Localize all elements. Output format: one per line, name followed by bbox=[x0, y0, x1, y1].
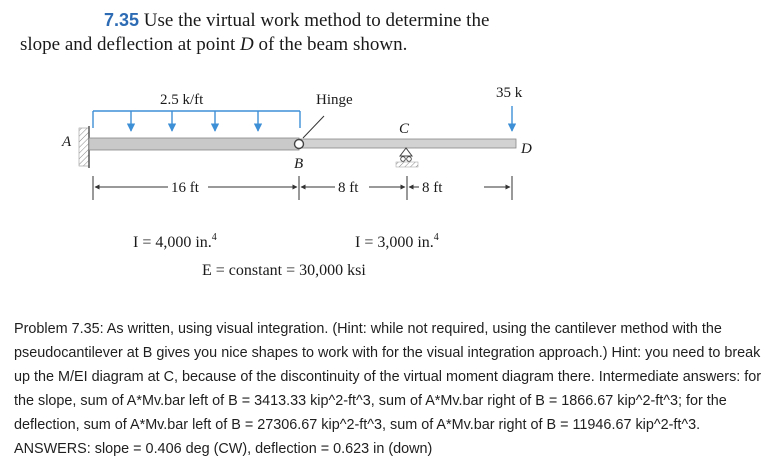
beam-figure bbox=[0, 0, 560, 300]
roller-support-c bbox=[396, 148, 418, 167]
dimension-ab: 16 ft bbox=[171, 180, 199, 196]
dimension-cd: 8 ft bbox=[422, 180, 443, 196]
inertia-left bbox=[133, 232, 217, 251]
statement-line2-b: of the beam shown. bbox=[253, 34, 408, 55]
inertia-right bbox=[355, 232, 439, 251]
point-load-label: 35 k bbox=[496, 85, 523, 101]
statement-line1-text: Use the virtual work method to determine the bbox=[143, 10, 490, 31]
problem-number: 7.35 bbox=[104, 10, 140, 30]
inertia-right-exponent: 4 bbox=[433, 232, 439, 243]
statement-line2-a: slope and deflection at point bbox=[20, 34, 241, 55]
label-point-b: B bbox=[294, 156, 304, 172]
fixed-support-a bbox=[79, 126, 89, 168]
hinge-label: Hinge bbox=[316, 92, 353, 108]
distributed-load-label: 2.5 k/ft bbox=[160, 92, 204, 108]
label-point-a: A bbox=[62, 134, 72, 150]
inertia-left-value: I = 4,000 in. bbox=[133, 234, 212, 251]
modulus-label: E = constant = 30,000 ksi bbox=[202, 262, 366, 279]
label-point-c: C bbox=[399, 121, 410, 137]
dimension-lines bbox=[93, 176, 512, 200]
beam-bd bbox=[299, 139, 516, 148]
distributed-load bbox=[93, 111, 300, 131]
hinge-symbol bbox=[295, 140, 304, 149]
problem-note: Problem 7.35: As written, using visual integration. (Hint: while not required, using the cantilever method with the pseudocantilever at B gives you nice shapes to work with for the visual integration approach.) Hint: you need to break up the M/EI diagram at C, because of the discontinuity of the virtual moment diagram there. Intermediate answers: for the slope, sum of A*Mv.bar left of B = 3413.33 kip^2-ft^3, sum of A*Mv.bar right of B = 1866.67 kip^2-ft^3; for the deflection, sum of A*Mv.bar left of B = 27306.67 kip^2-ft^3, sum of A*Mv.bar right of B = 11946.67 kip^2-ft^3. ANSWERS: slope = 0.406 deg (CW), deflection = 0.623 in (down) bbox=[14, 321, 762, 457]
hinge-leader bbox=[303, 116, 324, 138]
inertia-left-exponent: 4 bbox=[211, 232, 217, 243]
label-point-d: D bbox=[521, 141, 532, 157]
inertia-right-value: I = 3,000 in. bbox=[355, 234, 434, 251]
beam-ab bbox=[89, 138, 299, 150]
statement-point: D bbox=[240, 34, 254, 55]
dimension-bc: 8 ft bbox=[338, 180, 359, 196]
